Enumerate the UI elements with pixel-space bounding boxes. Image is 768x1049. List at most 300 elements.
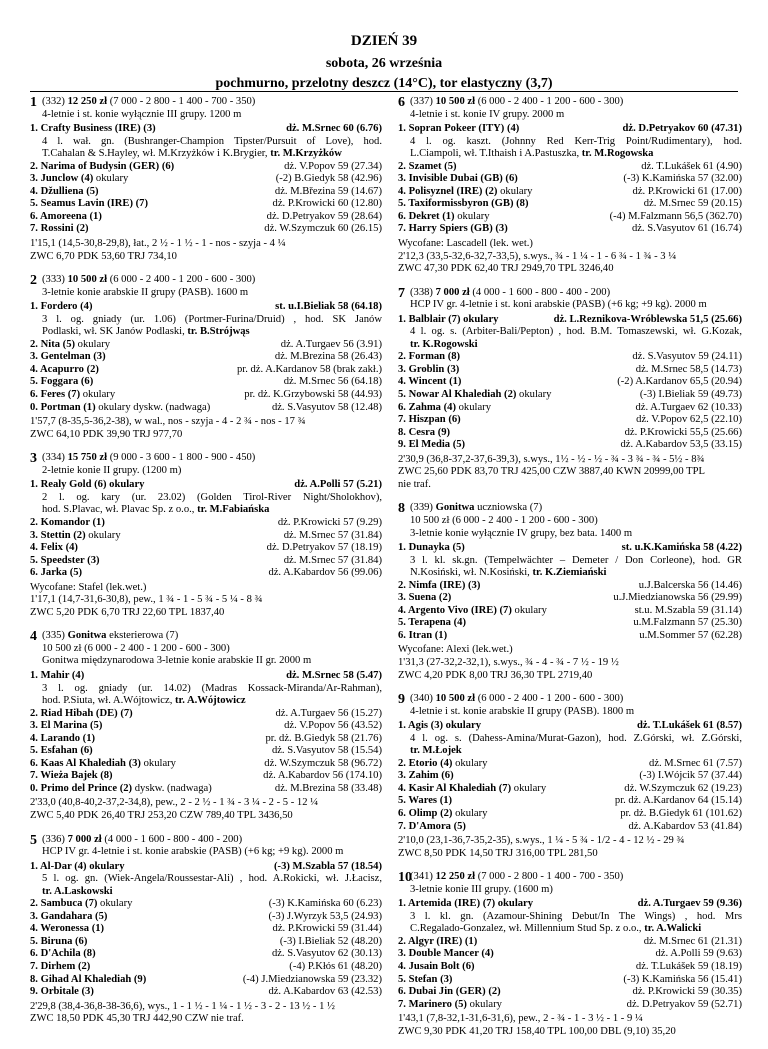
race-heading	[30, 630, 382, 668]
jockey: (-3) M.Szabla 57 (18.54)	[274, 860, 382, 872]
horse-name: 4. Argento Vivo (IRE) (7) okulary	[398, 604, 547, 616]
jockey: dż. A.Polli 59 (9.63)	[655, 948, 742, 960]
jockey: pr. dż. A.Kardanov 64 (15.14)	[614, 795, 742, 807]
jockey: dż. V.Popov 56 (43.52)	[284, 720, 382, 732]
race-purse: (341) 12 250 zł (7 000 - 2 800 - 1 400 - 700 - 350)	[410, 871, 624, 883]
pedigree-line: 4 l. og. s. (Dahess-Amina/Murat-Gazon), hod. Z.Górski, wł. Z.Górski,	[410, 732, 742, 744]
race-heading	[30, 274, 382, 299]
jockey: dż. D.Petryakov 57 (18.19)	[266, 542, 382, 554]
jockey: dż. P.Krowicki 57 (9.29)	[277, 516, 382, 528]
jockey: dż. P.Krowicki 59 (31.44)	[272, 923, 382, 935]
jockey: dż. M.Srnec 57 (31.84)	[283, 529, 382, 541]
placing-row	[398, 758, 742, 771]
withdrawn-note: Wycofane: Stafel (lek.wet.)	[30, 581, 147, 593]
placing-row	[30, 898, 382, 911]
date-line: sobota, 26 września	[325, 56, 443, 71]
horse-name: 7. Harry Spiers (GB) (3)	[398, 223, 508, 235]
placing-row	[398, 617, 742, 630]
jockey: dż. A.Kabardov 63 (42.53)	[268, 986, 382, 998]
race-result	[30, 416, 382, 441]
jockey: u.J.Miedzianowska 56 (29.99)	[613, 592, 742, 604]
horse-name: 3. Invisible Dubai (GB) (6)	[398, 173, 518, 185]
placing-row	[30, 911, 382, 924]
horse-name: 1. Artemida (IRE) (7) okulary	[398, 898, 534, 910]
race-block	[30, 96, 382, 263]
race-result	[398, 454, 742, 492]
race-purse: (336) 7 000 zł (4 000 - 1 600 - 800 - 400 - 200)	[42, 833, 243, 845]
jockey: dż. V.Popov 62,5 (22.10)	[636, 414, 742, 426]
jockey: dż. S.Vasyutov 61 (16.74)	[631, 223, 742, 235]
horse-name: 3. Suena (2)	[398, 592, 452, 604]
jockey: (-3) K.Kamińska 60 (6.23)	[268, 898, 382, 910]
horse-name: 1. Mahir (4)	[30, 669, 85, 681]
race-block	[30, 274, 382, 441]
placing-row	[30, 567, 382, 580]
race-block	[398, 96, 742, 276]
winner-row	[398, 898, 742, 911]
jockey: dż. A.Kabardov 53 (41.84)	[628, 820, 742, 832]
jockey: (-3) K.Kamińska 57 (32.00)	[623, 173, 742, 185]
jockey: pr. dż. K.Grzybowski 58 (44.93)	[244, 389, 382, 401]
horse-name: 5. Foggara (6)	[30, 376, 94, 388]
jockey: u.M.Falzmann 57 (25.30)	[633, 617, 742, 629]
jockey: dż. T.Lukášek 61 (4.90)	[641, 160, 742, 172]
jockey: dż. P.Krowicki 59 (30.35)	[632, 986, 742, 998]
pedigree-line: T.Cahalan & S.Hayley, wł. M.Krzyżków i K.Brygier, tr. M.Krzyżków	[42, 148, 342, 160]
pedigree-line: 2 l. og. kary (ur. 23.02) (Golden Tirol-River Night/Sholokhov),	[42, 491, 382, 503]
jockey: dż. P.Krowicki 61 (17.00)	[632, 185, 742, 197]
placing-row	[30, 936, 382, 949]
jockey: dż. P.Krowicki 60 (12.80)	[272, 198, 382, 210]
horse-name: 3. Junclow (4) okulary	[30, 173, 129, 185]
jockey: (-2) B.Giedyk 58 (42.96)	[275, 173, 382, 185]
winner-row	[30, 670, 382, 683]
pedigree-line: 4 l. og. s. (Arbiter-Bali/Pepton) , hod. B.M. Tomaszewski, wł. G.Kozak,	[410, 326, 742, 338]
result-line: ZWC 47,30 PDK 62,40 TRJ 2949,70 TPL 3246,40	[398, 263, 614, 275]
jockey: dż. M.Srnec 57 (31.84)	[283, 554, 382, 566]
horse-name: 5. Esfahan (6)	[30, 745, 93, 757]
winner-row	[398, 314, 742, 327]
horse-name: 7. Dirhem (2)	[30, 961, 91, 972]
jockey: (-3) K.Kamińska 56 (15.41)	[623, 973, 742, 985]
winner-row	[398, 542, 742, 555]
race-heading	[398, 96, 742, 121]
placing-row	[30, 974, 382, 987]
race-heading	[30, 834, 382, 859]
jockey: dż. S.Vasyutov 58 (15.54)	[271, 745, 382, 757]
result-line: 1'31,3 (27-32,2-32,1), s.wys., ¾ - 4 - ¾ - 7 ½ - 19 ½	[398, 656, 619, 668]
race-block	[398, 693, 742, 860]
result-line: ZWC 9,30 PDK 41,20 TRJ 158,40 TPL 100,00 DBL (9,10) 35,20	[398, 1025, 676, 1037]
race-heading	[30, 96, 382, 121]
placing-row	[30, 770, 382, 783]
race-purse: (340) 10 500 zł (6 000 - 2 400 - 1 200 - 600 - 300)	[410, 693, 624, 705]
result-line: 2'29,8 (38,4-36,8-38-36,6), wys., 1 - 1 ½ - 1 ¼ - 1 ½ - 3 - 2 - 13 ½ - 1 ½	[30, 1000, 335, 1012]
horse-name: 3. Stettin (2) okulary	[30, 529, 121, 541]
horse-name: 5. Nowar Al Khalediah (2) okulary	[398, 389, 552, 401]
jockey: dż. A.Turgaev 56 (15.27)	[275, 707, 382, 719]
race-block	[30, 630, 382, 822]
placing-row	[398, 948, 742, 961]
placing-row	[398, 986, 742, 999]
placing-row	[398, 414, 742, 427]
result-line: ZWC 8,50 PDK 14,50 TRJ 316,00 TPL 281,50	[398, 847, 598, 859]
placing-row	[30, 339, 382, 352]
pedigree-line: Podlaski, wł. SK Janów Podlaski, tr. B.Strójwąs	[42, 326, 250, 338]
horse-name: 3. Zahim (6)	[398, 770, 454, 782]
placing-row	[398, 630, 742, 643]
race-block	[30, 452, 382, 619]
pedigree-line: 4 l. wał. gn. (Bushranger-Champion Tipster/Pursuit of Love), hod.	[42, 135, 382, 147]
jockey: dż. M.Srnec 60 (6.76)	[286, 123, 382, 135]
placing-row	[398, 808, 742, 821]
race-block	[398, 871, 742, 1038]
race-number: 1	[30, 95, 37, 110]
placing-row	[30, 720, 382, 733]
winner-row	[30, 861, 382, 874]
horse-name: 4. Felix (4)	[30, 542, 78, 554]
placing-row	[30, 555, 382, 568]
horse-name: 2. Etorio (4) okulary	[398, 757, 488, 769]
placing-row	[30, 517, 382, 530]
horse-name: 2. Algyr (IRE) (1)	[398, 935, 478, 947]
horse-name: 2. Szamet (5)	[398, 160, 457, 172]
placing-row	[398, 999, 742, 1012]
horse-name: 1. Fordero (4)	[30, 301, 93, 313]
horse-name: 4. Džulliena (5)	[30, 185, 99, 197]
pedigree-line: 3 l. kl. sk.gn. (Tempelwächter – Demeter / Don Corleone), hod. GR	[410, 554, 742, 566]
pedigree-line: tr. M.Łojek	[410, 745, 462, 757]
horse-name: 5. Taxiformissbyron (GB) (8)	[398, 198, 529, 210]
placing-row	[30, 542, 382, 555]
race-number: 2	[30, 273, 37, 289]
placing-row	[398, 439, 742, 452]
placing-row	[398, 173, 742, 186]
horse-name: 4. Acapurro (2)	[30, 363, 99, 375]
horse-name: 3. Double Mancer (4)	[398, 948, 494, 960]
pedigree-line: N.Kosiński, wł. N.Kosiński, tr. K.Ziemiański	[410, 567, 607, 579]
placing-row	[398, 351, 742, 364]
winner-row	[30, 479, 382, 492]
pedigree-line: C.Regalado-Gonzalez, wł. Millennium Stud Sp. z o.o., tr. A.Walicki	[410, 923, 702, 935]
placing-row	[398, 211, 742, 224]
jockey: st. u.I.Bieliak 58 (64.18)	[275, 301, 382, 313]
placing-row	[398, 795, 742, 808]
jockey: dż. S.Vasyutov 59 (24.11)	[632, 351, 742, 363]
horse-name: 2. Narima of Budysin (GER) (6)	[30, 160, 175, 172]
race-conditions: 4-letnie i st. konie wyłącznie III grupy. 1200 m	[42, 108, 242, 120]
placing-row	[30, 733, 382, 746]
result-line: ZWC 4,20 PDK 8,00 TRJ 36,30 TPL 2719,40	[398, 669, 593, 681]
horse-name: 5. Speedster (3)	[30, 554, 100, 566]
race-conditions-2: 3-letnie konie wyłącznie IV grupy, bez bata. 1400 m	[410, 527, 633, 539]
horse-name: 3. Gandahara (5)	[30, 910, 108, 922]
race-conditions: 3-letnie konie III grupy. (1600 m)	[410, 883, 553, 895]
jockey: dż. A.Turgaev 62 (10.33)	[635, 401, 742, 413]
jockey: dż. M.Brezina 58 (26.43)	[274, 351, 382, 363]
placing-row	[398, 821, 742, 834]
jockey: dż. A.Turgaev 59 (9.36)	[637, 898, 742, 910]
race-number: 4	[30, 629, 37, 645]
jockey: dż. T.Lukášek 59 (18.19)	[635, 961, 742, 972]
jockey: u.M.Sommer 57 (62.28)	[639, 629, 742, 641]
placing-row	[30, 530, 382, 543]
horse-name: 4. Wincent (1)	[398, 376, 462, 388]
result-line: ZWC 25,60 PDK 83,70 TRJ 425,00 CZW 3887,40 KWN 20999,00 TPL	[398, 466, 705, 478]
race-number: 8	[398, 501, 405, 517]
horse-name: 1. Al-Dar (4) okulary	[30, 860, 125, 872]
result-line: ZWC 18,50 PDK 45,30 TRJ 442,90 CZW nie traf.	[30, 1013, 244, 1025]
horse-name: 4. Larando (1)	[30, 732, 96, 744]
horse-name: 7. Wieża Bajek (8)	[30, 770, 113, 782]
jockey: dż. T.Lukášek 61 (8.57)	[637, 720, 742, 732]
horse-name: 7. Rossini (2)	[30, 223, 89, 235]
jockey: (-3) J.Wyrzyk 53,5 (24.93)	[268, 910, 382, 922]
result-line: 1'57,7 (8-35,5-36,2-38), w wal., nos - szyja - 4 - 2 ¾ - nos - 17 ¾	[30, 416, 306, 428]
result-line: 2'30,9 (36,8-37,2-37,6-39,3), s.wys., 1½ - ½ - ½ - ¾ - 3 ¾ - ¾ - 5½ - 8¾	[398, 453, 705, 465]
result-line: 2'10,0 (23,1-36,7-35,2-35), s.wys., 1 ¼ - 5 ¾ - 1/2 - 4 - 12 ½ - 29 ¾	[398, 835, 685, 847]
placing-row	[398, 223, 742, 236]
placing-row	[398, 364, 742, 377]
jockey: dż. A.Kabardov 53,5 (33.15)	[620, 439, 742, 451]
race-result	[30, 582, 382, 620]
placing-row	[398, 427, 742, 440]
jockey: dż. A.Kabardov 56 (99.06)	[268, 567, 382, 579]
placing-row	[30, 708, 382, 721]
jockey: u.J.Balcerska 56 (14.46)	[638, 579, 742, 591]
winner-row	[398, 123, 742, 136]
horse-name: 4. Weronessa (1)	[30, 923, 105, 935]
horse-name: 1. Crafty Business (IRE) (3)	[30, 123, 156, 135]
placing-row	[398, 186, 742, 199]
race-entries	[398, 720, 742, 833]
race-result	[398, 835, 742, 860]
result-line: 2'12,3 (33,5-32,6-32,7-33,5), s.wys., ¾ - 1 ¼ - 1 - 6 ¾ - 1 ¾ - 3 ¼	[398, 250, 677, 262]
placing-row	[398, 936, 742, 949]
race-number: 10	[398, 870, 412, 886]
placing-row	[30, 211, 382, 224]
horse-name: 2. Sambuca (7) okulary	[30, 898, 133, 910]
placing-row	[30, 745, 382, 758]
placing-row	[30, 948, 382, 961]
race-heading	[398, 871, 742, 896]
result-line: ZWC 6,70 PDK 53,60 TRJ 734,10	[30, 250, 177, 262]
jockey: dż. W.Szymczuk 62 (19.23)	[624, 782, 742, 794]
pedigree-line: tr. A.Laskowski	[42, 885, 113, 897]
race-conditions: HCP IV gr. 4-letnie i st. konie arabskie (PASB) (+6 kg; +9 kg). 2000 m	[42, 846, 344, 858]
jockey: st. u.K.Kamińska 58 (4.22)	[621, 542, 742, 554]
horse-name: 1. Dunayka (5)	[398, 542, 465, 554]
race-conditions: 4-letnie i st. konie arabskie II grupy (PASB). 1800 m	[410, 705, 635, 717]
race-heading	[30, 452, 382, 477]
jockey: dż. M.Srnec 58 (5.47)	[286, 669, 382, 681]
placing-row	[398, 580, 742, 593]
placing-row	[30, 389, 382, 402]
jockey: (-3) I.Bieliak 52 (48.20)	[279, 935, 382, 947]
placing-row	[398, 376, 742, 389]
horse-name: 6. Feres (7) okulary	[30, 389, 116, 401]
horse-name: 0. Primo del Prince (2) dyskw. (nadwaga)	[30, 782, 212, 794]
horse-name: 6. Zahma (4) okulary	[398, 401, 491, 413]
race-heading	[398, 502, 742, 540]
race-conditions: HCP IV gr. 4-letnie i st. koni arabskie (PASB) (+6 kg; +9 kg). 2000 m	[410, 299, 707, 311]
jockey: dż. D.Petryakov 59 (28.64)	[266, 210, 382, 222]
horse-name: 1. Balblair (7) okulary	[398, 313, 499, 325]
horse-name: 3. El Marina (5)	[30, 720, 103, 732]
race-number: 5	[30, 832, 37, 848]
race-entries	[30, 861, 382, 999]
pedigree-line: hod. S.Plavac, wł. Plavac Sp. z o.o., tr. M.Fabiańska	[42, 504, 270, 516]
horse-name: 5. Wares (1)	[398, 795, 453, 807]
placing-row	[398, 198, 742, 211]
result-line: 1'15,1 (14,5-30,8-29,8), łat., 2 ½ - 1 ½ - 1 - nos - szyja - 4 ¼	[30, 238, 286, 250]
jockey: (-3) I.Wójcik 57 (37.44)	[639, 770, 742, 782]
horse-name: 6. Itran (1)	[398, 629, 448, 641]
jockey: dż. D.Petryakov 60 (47.31)	[622, 123, 742, 135]
placing-row	[30, 223, 382, 236]
jockey: pr. dż. B.Giedyk 58 (21.76)	[265, 732, 382, 744]
placing-row	[398, 402, 742, 415]
horse-name: 5. Stefan (3)	[398, 973, 453, 985]
horse-name: 8. Cesra (9)	[398, 426, 451, 438]
race-result	[30, 1001, 382, 1026]
race-purse: (333) 10 500 zł (6 000 - 2 400 - 1 200 - 600 - 300)	[42, 274, 256, 286]
page-header	[0, 32, 768, 93]
jockey: (-3) I.Bieliak 59 (49.73)	[639, 389, 742, 401]
placing-row	[30, 402, 382, 415]
placing-row	[398, 974, 742, 987]
jockey: dż. L.Reznikova-Wróblewska 51,5 (25.66)	[553, 313, 742, 325]
jockey: dż. S.Vasyutov 58 (12.48)	[271, 401, 382, 413]
placing-row	[398, 161, 742, 174]
jockey: dż. M.Srnec 56 (64.18)	[283, 376, 382, 388]
result-line: 2'33,0 (40,8-40,2-37,2-34,8), pew., 2 - 2 ½ - 1 ¾ - 3 ¼ - 2 - 5 - 12 ¼	[30, 797, 319, 809]
jockey: dż. W.Szymczuk 58 (96.72)	[264, 757, 382, 769]
horse-name: 2. Forman (8)	[398, 351, 461, 363]
horse-name: 1. Agis (3) okulary	[398, 720, 481, 732]
placing-row	[398, 783, 742, 796]
horse-name: 3. Groblin (3)	[398, 363, 460, 375]
jockey: dż. M.Brezina 58 (33.48)	[274, 782, 382, 794]
pedigree-line: 4 l. og. kaszt. (Johnny Red Kerr-Trig Point/Rudimentary), hod.	[410, 135, 742, 147]
withdrawn-note: Wycofane: Lascadell (lek. wet.)	[398, 238, 533, 250]
horse-name: 6. D'Achila (8)	[30, 948, 96, 960]
race-entries	[30, 479, 382, 579]
race-number: 9	[398, 692, 405, 708]
placing-row	[398, 770, 742, 783]
right-column	[398, 96, 742, 1049]
horse-name: 0. Portman (1) okulary dyskw. (nadwaga)	[30, 401, 211, 413]
race-entries	[30, 301, 382, 414]
jockey: dż. P.Krowicki 55,5 (25.66)	[624, 426, 742, 438]
result-line: ZWC 64,10 PDK 39,90 TRJ 977,70	[30, 428, 183, 440]
jockey: dż. A.Polli 57 (5.21)	[294, 479, 382, 491]
race-purse: (337) 10 500 zł (6 000 - 2 400 - 1 200 - 600 - 300)	[410, 96, 624, 107]
jockey: dż. D.Petryakov 59 (52.71)	[626, 998, 742, 1010]
horse-name: 6. Dekret (1) okulary	[398, 210, 490, 222]
race-conditions: 10 500 zł (6 000 - 2 400 - 1 200 - 600 - 300)	[410, 514, 598, 526]
horse-name: 4. Jusain Bolt (6)	[398, 961, 475, 972]
race-purse: (332) 12 250 zł (7 000 - 2 800 - 1 400 - 700 - 350)	[42, 96, 256, 107]
placing-row	[398, 961, 742, 974]
placing-row	[30, 173, 382, 186]
pedigree-line: 3 l. kl. gn. (Azamour-Shining Debut/In The Wings) , hod. Mrs	[410, 910, 742, 922]
race-conditions: 4-letnie i st. konie IV grupy. 2000 m	[410, 108, 565, 120]
jockey: (-2) A.Kardanov 65,5 (20.94)	[617, 376, 742, 388]
race-result	[398, 238, 742, 276]
horse-name: 6. Dubai Jin (GER) (2)	[398, 986, 501, 998]
placing-row	[398, 605, 742, 618]
pedigree-line: 5 l. og. gn. (Wiek-Angela/Roussestar-Ali) , hod. A.Rokicki, wł. J.Łacisz,	[42, 873, 382, 885]
race-entries	[398, 314, 742, 452]
horse-name: 8. Gihad Al Khalediah (9)	[30, 973, 147, 985]
race-entries	[398, 542, 742, 642]
jockey: dż. M.Srnec 61 (7.57)	[649, 757, 742, 769]
horse-name: 6. Olimp (2) okulary	[398, 807, 488, 819]
horse-name: 2. Nita (5) okulary	[30, 338, 111, 350]
race-heading	[398, 693, 742, 718]
race-result	[398, 1013, 742, 1038]
race-number: 7	[398, 285, 405, 301]
result-line: nie traf.	[398, 478, 431, 490]
horse-name: 5. Seamus Lavin (IRE) (7)	[30, 198, 149, 210]
jockey: pr. dż. A.Kardanov 58 (brak zakł.)	[236, 363, 382, 375]
horse-name: 9. Orbitale (3)	[30, 986, 94, 998]
horse-name: 3. Gentelman (3)	[30, 351, 106, 363]
race-result	[30, 238, 382, 263]
withdrawn-note: Wycofane: Alexi (lek.wet.)	[398, 644, 513, 656]
race-conditions: 2-letnie konie II grupy. (1200 m)	[42, 464, 182, 476]
jockey: st.u. M.Szabla 59 (31.14)	[634, 604, 742, 616]
race-number: 3	[30, 451, 37, 467]
winner-row	[30, 123, 382, 136]
jockey: dż. A.Kabardov 56 (174.10)	[263, 770, 382, 782]
race-conditions: 10 500 zł (6 000 - 2 400 - 1 200 - 600 - 300)	[42, 642, 230, 654]
placing-row	[30, 351, 382, 364]
placing-row	[398, 592, 742, 605]
race-result	[30, 797, 382, 822]
left-column	[30, 96, 382, 1037]
jockey: (-4) P.Kłós 61 (48.20)	[289, 961, 382, 972]
race-entries	[30, 123, 382, 236]
race-purse: (338) 7 000 zł (4 000 - 1 600 - 800 - 400 - 200)	[410, 286, 611, 298]
horse-name: 1. Sopran Pokeer (ITY) (4)	[398, 123, 520, 135]
horse-name: 7. Hiszpan (6)	[398, 414, 461, 426]
placing-row	[30, 758, 382, 771]
winner-row	[30, 301, 382, 314]
horse-name: 7. D'Amora (5)	[398, 820, 466, 832]
horse-name: 5. Biruna (6)	[30, 935, 88, 947]
jockey: dż. M.Srnec 58,5 (14.73)	[635, 363, 742, 375]
jockey: (-4) J.Miedzianowska 59 (23.32)	[242, 973, 382, 985]
horse-name: 2. Riad Hibah (DE) (7)	[30, 707, 133, 719]
header-divider	[30, 91, 738, 92]
horse-name: 7. Marinero (5) okulary	[398, 998, 502, 1010]
result-line: ZWC 5,40 PDK 26,40 TRJ 253,20 CZW 789,40 TPL 3436,50	[30, 809, 293, 821]
placing-row	[30, 986, 382, 999]
weather-line: pochmurno, przelotny deszcz (14°C), tor elastyczny (3,7)	[215, 76, 553, 91]
result-line: 1'43,1 (7,8-32,1-31,6-31,6), pew., 2 - ¾ - 1 - 3 ½ - 1 - 9 ¼	[398, 1013, 643, 1025]
jockey: dż. M.Srnec 59 (20.15)	[643, 198, 742, 210]
placing-row	[30, 923, 382, 936]
pedigree-line: 3 l. og. gniady (ur. 1.06) (Portmer-Furina/Druid) , hod. SK Janów	[42, 313, 382, 325]
placing-row	[30, 783, 382, 796]
placing-row	[30, 961, 382, 974]
result-line: 1'17,1 (14,7-31,6-30,8), pew., 1 ¾ - 1 - 5 ¾ - 5 ¼ - 8 ¾	[30, 594, 263, 606]
race-block	[398, 502, 742, 682]
pedigree-line: hod. P.Siuta, wł. A.Wójtowicz, tr. A.Wójtowicz	[42, 695, 246, 707]
jockey: pr. dż. B.Giedyk 61 (101.62)	[620, 807, 742, 819]
